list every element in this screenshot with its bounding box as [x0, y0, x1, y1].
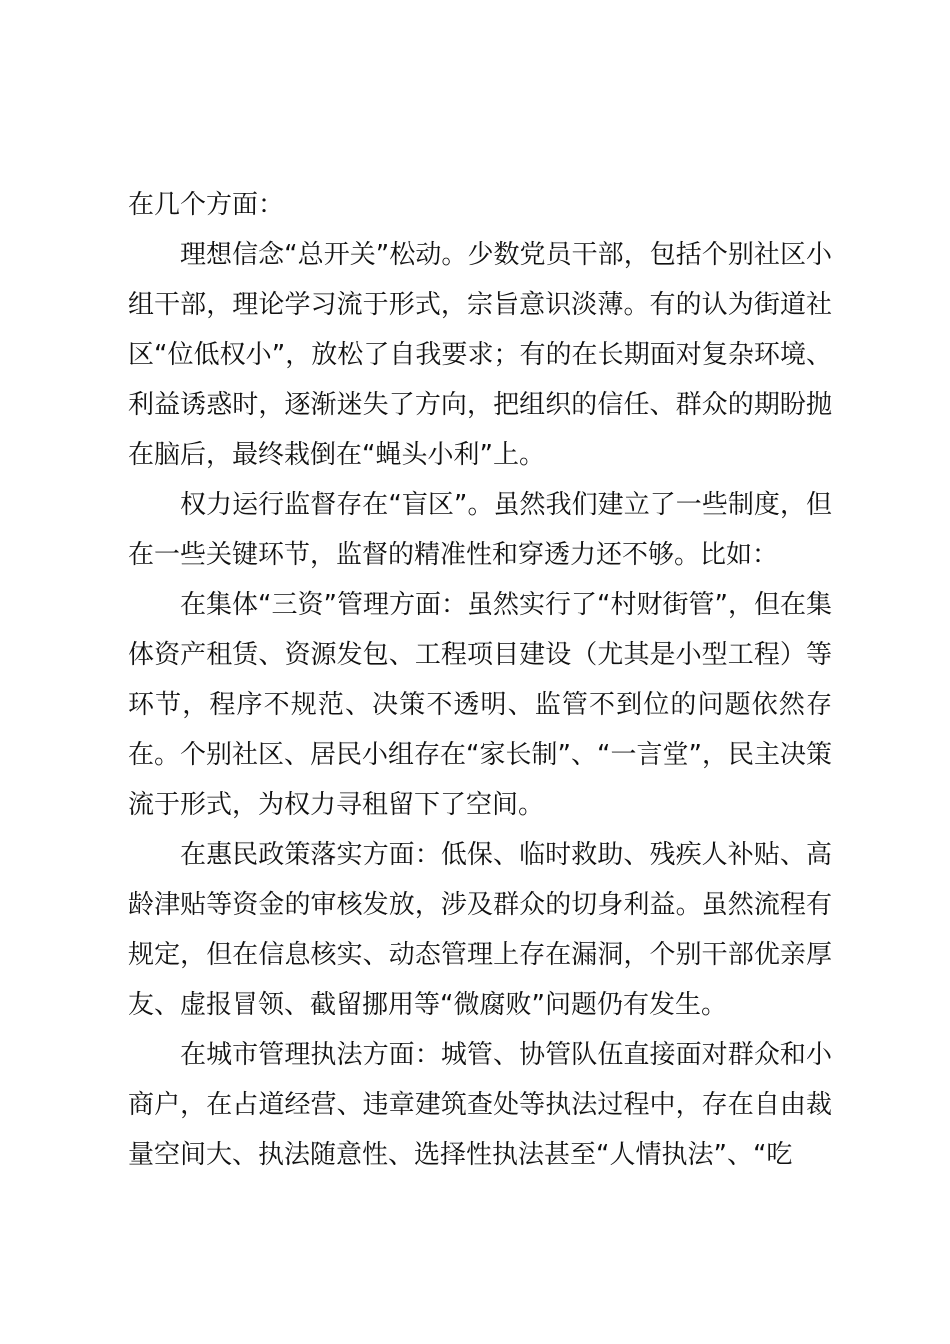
paragraph-collective-assets: 在集体“三资”管理方面：虽然实行了“村财街管”，但在集体资产租赁、资源发包、工程项目建设（尤其是小型工程）等环节，程序不规范、决策不透明、监管不到位的问题依然存在。个别社区、居民小组存在“家长制”、“一言堂”，民主决策流于形式，为权力寻租留下了空间。	[128, 590, 832, 820]
document-body	[128, 180, 832, 1180]
paragraph-ideals-belief: 理想信念“总开关”松动。少数党员干部，包括个别社区小组干部，理论学习流于形式，宗旨意识淡薄。有的认为街道社区“位低权小”，放松了自我要求；有的在长期面对复杂环境、利益诱惑时，逐渐迷失了方向，把组织的信任、群众的期盼抛在脑后，最终栽倒在“蝇头小利”上。	[128, 240, 832, 470]
paragraph-city-management: 在城市管理执法方面：城管、协管队伍直接面对群众和小商户，在占道经营、违章建筑查处等执法过程中，存在自由裁量空间大、执法随意性、选择性执法甚至“人情执法”、“吃	[128, 1040, 832, 1170]
paragraph-continuation: 在几个方面：	[128, 190, 285, 220]
paragraph-welfare-policy: 在惠民政策落实方面：低保、临时救助、残疾人补贴、高龄津贴等资金的审核发放，涉及群众的切身利益。虽然流程有规定，但在信息核实、动态管理上存在漏洞，个别干部优亲厚友、虚报冒领、截留挪用等“微腐败”问题仍有发生。	[128, 840, 832, 1020]
paragraph-power-supervision: 权力运行监督存在“盲区”。虽然我们建立了一些制度，但在一些关键环节，监督的精准性和穿透力还不够。比如：	[128, 490, 832, 570]
